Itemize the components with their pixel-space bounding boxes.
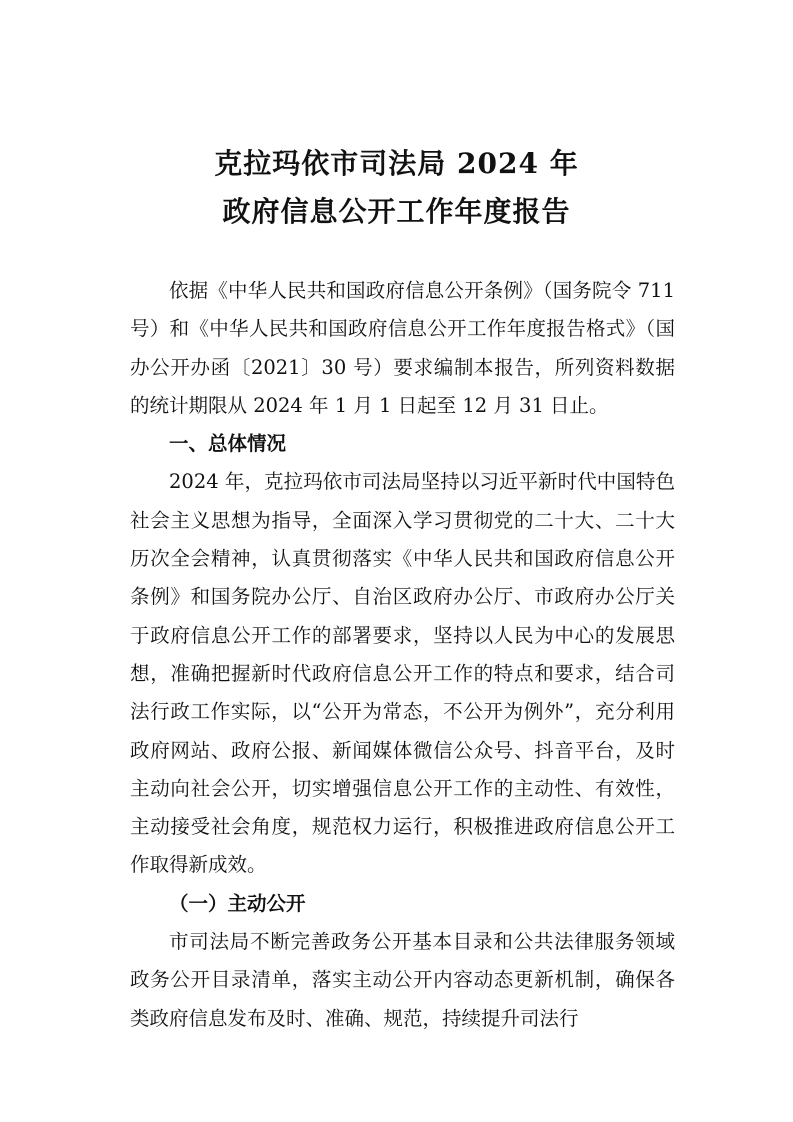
proactive-disclosure-paragraph: 市司法局不断完善政务公开基本目录和公共法律服务领域政务公开目录清单，落实主动公开内容动态更新机制，确保各类政府信息发布及时、准确、规范，持续提升司法行 (130, 930, 675, 1030)
intro-paragraph: 依据《中华人民共和国政府信息公开条例》（国务院令 711 号）和《中华人民共和国政府信息公开工作年度报告格式》（国办公开办函〔2021〕30 号）要求编制本报告，所列资料数据的统计期限从 2024 年 1 月 1 日起至 12 月 31 日止。 (130, 279, 675, 417)
title-line-2: 政府信息公开工作年度报告 (222, 195, 571, 228)
document-title (0, 140, 793, 236)
subsection-heading-proactive-disclosure: （一）主动公开 (169, 891, 306, 915)
title-line-1: 克拉玛依市司法局 2024 年 (214, 147, 579, 180)
section-heading-overview: 一、总体情况 (169, 432, 287, 456)
document-body (130, 272, 675, 1038)
overview-paragraph: 2024 年，克拉玛依市司法局坚持以习近平新时代中国特色社会主义思想为指导，全面深入学习贯彻党的二十大、二十大历次全会精神，认真贯彻落实《中华人民共和国政府信息公开条例》和国务院办公厅、自治区政府办公厅、市政府办公厅关于政府信息公开工作的部署要求，坚持以人民为中心的发展思想，准确把握新时代政府信息公开工作的特点和要求，结合司法行政工作实际，以“公开为常态，不公开为例外”，充分利用政府网站、政府公报、新闻媒体微信公众号、抖音平台，及时主动向社会公开，切实增强信息公开工作的主动性、有效性，主动接受社会角度，规范权力运行，积极推进政府信息公开工作取得新成效。 (130, 470, 675, 877)
